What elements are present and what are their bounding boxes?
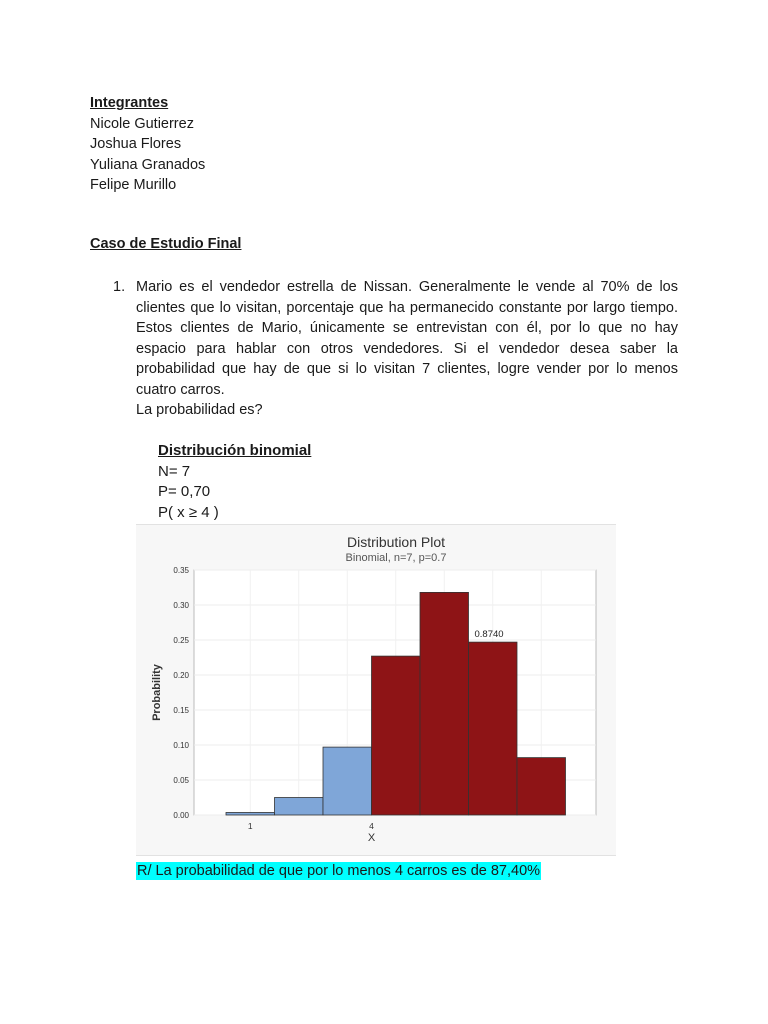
members-block [90,93,205,196]
distribution-n: N= 7 [158,462,191,480]
distribution-heading: Distribución binomial [158,442,312,459]
question-text: Mario es el vendedor estrella de Nissan. Generalmente le vende al 70% de los clientes que lo visitan, porcentaje que ha permanecido constante por largo tiempo. Estos clientes de Mario, únicamente se entrevistan con él, por lo que no hay espacio para hablar con otros vendedores. Si el vendedor desea saber la probabilidad que hay de que si lo visitan 7 clientes, logre vender por lo menos cuatro carros. [136,279,678,398]
distribution-p: P= 0,70 [158,483,211,500]
x-tick-label: 1 [247,821,253,831]
distribution-plot [136,525,616,855]
question-number: 1. [113,279,126,295]
case-title: Caso de Estudio Final [90,236,242,252]
chart-frame [136,524,616,856]
chart-title: Distribution Plot [346,534,446,550]
bar-x-6 [469,642,518,815]
y-tick-label: 0.20 [173,671,189,680]
member-name: Felipe Murillo [90,177,177,193]
x-axis-label: X [367,832,376,844]
member-name: Nicole Gutierrez [90,115,194,132]
question-ask: La probabilidad es? [136,402,263,418]
bar-x-7 [517,758,566,815]
bar-x-3 [323,747,372,815]
members-heading: Integrantes [90,95,169,111]
member-name: Yuliana Granados [90,156,206,173]
x-tick-label: 4 [369,821,374,831]
y-tick-label: 0.30 [173,601,189,610]
member-name: Joshua Flores [90,136,182,152]
y-tick-label: 0.05 [173,776,189,785]
y-tick-label: 0.15 [173,706,189,715]
distribution-event: P( x ≥ 4 ) [158,503,219,521]
y-tick-label: 0.25 [173,636,189,645]
y-axis-label: Probability [151,664,163,721]
y-tick-label: 0.00 [173,811,189,820]
y-tick-label: 0.35 [173,566,189,575]
distribution-block [158,441,311,523]
bar-x-4 [372,656,421,815]
bar-x-5 [420,592,469,815]
bar-x-1 [226,812,275,815]
bar-x-2 [275,798,324,816]
probability-annotation: 0.8740 [474,629,504,641]
answer-text: R/ La probabilidad de que por lo menos 4 carros es de 87,40% [137,863,541,879]
y-tick-label: 0.10 [173,741,189,750]
chart-subtitle: Binomial, n=7, p=0.7 [345,552,447,564]
